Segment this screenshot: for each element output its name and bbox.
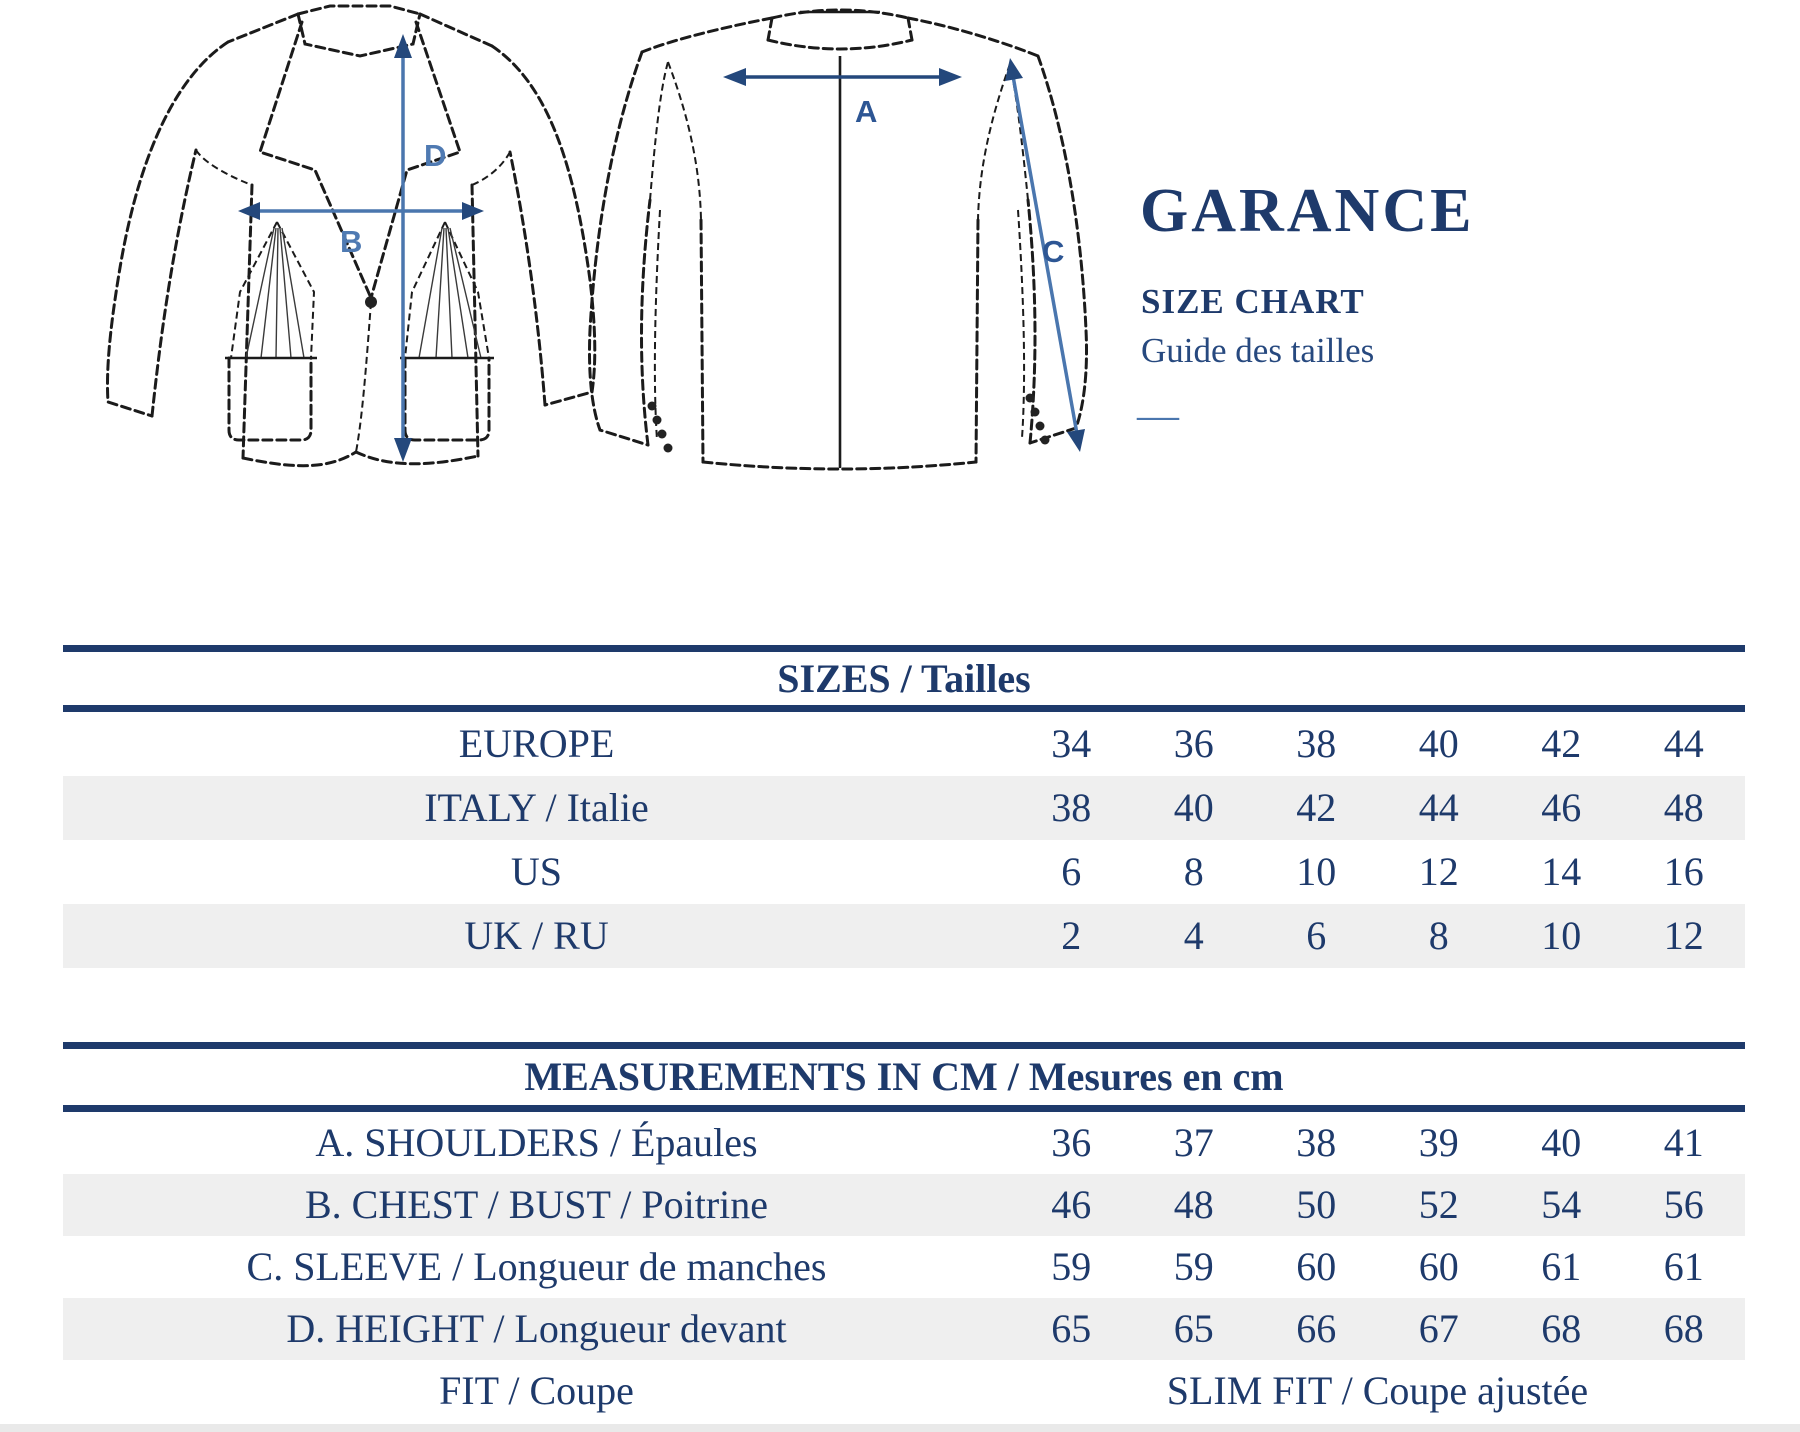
row-value: 42 xyxy=(1541,721,1582,766)
table-row xyxy=(63,1298,1745,1360)
row-value: 46 xyxy=(1541,785,1582,830)
table-row xyxy=(63,904,1745,968)
row-value: 39 xyxy=(1418,1120,1459,1165)
label-d: D xyxy=(424,138,447,173)
divider-dash: — xyxy=(1137,393,1179,439)
table-rule xyxy=(63,705,1745,712)
row-label: C. SLEEVE / Longueur de manches xyxy=(246,1244,827,1289)
left-cuff-buttons xyxy=(648,402,673,453)
row-label: D. HEIGHT / Longueur devant xyxy=(286,1306,787,1351)
row-label: UK / RU xyxy=(464,913,609,958)
fit-row xyxy=(63,1360,1745,1422)
row-value: 61 xyxy=(1663,1244,1704,1289)
row-value: 59 xyxy=(1173,1244,1214,1289)
row-value: 60 xyxy=(1418,1244,1459,1289)
row-value: 54 xyxy=(1541,1182,1582,1227)
row-label: A. SHOULDERS / Épaules xyxy=(315,1120,758,1165)
row-value: 52 xyxy=(1418,1182,1459,1227)
table-rule xyxy=(63,1105,1745,1112)
row-label: EUROPE xyxy=(458,721,615,766)
sizes-table xyxy=(63,645,1745,968)
measure-arrow-c xyxy=(1005,58,1085,452)
row-value: 44 xyxy=(1663,721,1704,766)
row-value: 14 xyxy=(1541,849,1582,894)
row-value: 16 xyxy=(1663,849,1704,894)
page-subtitle: Guide des tailles xyxy=(1141,331,1375,370)
row-value: 38 xyxy=(1296,721,1337,766)
row-value: 6 xyxy=(1306,913,1327,958)
row-value: 8 xyxy=(1428,913,1449,958)
row-label: ITALY / Italie xyxy=(424,785,649,830)
row-value: 34 xyxy=(1051,721,1092,766)
jacket-measurement-diagram xyxy=(0,0,1160,500)
label-b: B xyxy=(340,224,363,259)
row-value: 44 xyxy=(1418,785,1459,830)
label-a: A xyxy=(855,94,878,129)
row-value: 36 xyxy=(1173,721,1214,766)
row-value: 6 xyxy=(1061,849,1082,894)
row-value: 48 xyxy=(1663,785,1704,830)
measurements-table-header: MEASUREMENTS IN CM / Mesures en cm xyxy=(524,1054,1284,1099)
row-value: 41 xyxy=(1663,1120,1704,1165)
table-row xyxy=(63,1236,1745,1298)
row-value: 12 xyxy=(1663,913,1704,958)
table-row xyxy=(63,1112,1745,1174)
row-label: FIT / Coupe xyxy=(439,1368,634,1413)
row-value: 61 xyxy=(1541,1244,1582,1289)
row-value: 42 xyxy=(1296,785,1337,830)
measure-arrow-a xyxy=(723,68,962,129)
row-value: 67 xyxy=(1418,1306,1459,1351)
measurements-table xyxy=(63,1042,1745,1422)
table-row xyxy=(63,1174,1745,1236)
table-row xyxy=(63,776,1745,840)
row-value: 2 xyxy=(1061,913,1082,958)
row-value: 12 xyxy=(1418,849,1459,894)
row-value: 65 xyxy=(1051,1306,1092,1351)
table-rule xyxy=(63,1042,1745,1049)
table-row xyxy=(63,712,1745,776)
row-value: 59 xyxy=(1051,1244,1092,1289)
row-label: B. CHEST / BUST / Poitrine xyxy=(304,1182,768,1227)
sizes-table-rows xyxy=(63,712,1745,968)
row-value: 60 xyxy=(1296,1244,1337,1289)
row-value: 40 xyxy=(1173,785,1214,830)
row-value: 48 xyxy=(1173,1182,1214,1227)
row-value: 38 xyxy=(1051,785,1092,830)
row-value: 10 xyxy=(1541,913,1582,958)
bottom-edge-strip xyxy=(0,1424,1800,1432)
row-value: 10 xyxy=(1296,849,1337,894)
row-value: 40 xyxy=(1541,1120,1582,1165)
table-row xyxy=(63,840,1745,904)
row-value: 56 xyxy=(1663,1182,1704,1227)
row-value: 36 xyxy=(1051,1120,1092,1165)
sizes-table-header: SIZES / Tailles xyxy=(777,656,1031,701)
row-label: US xyxy=(510,849,563,894)
row-value: 38 xyxy=(1296,1120,1337,1165)
row-value: 37 xyxy=(1173,1120,1214,1165)
row-value: 65 xyxy=(1173,1306,1214,1351)
row-value: 40 xyxy=(1418,721,1459,766)
label-c: C xyxy=(1042,234,1065,269)
table-rule xyxy=(63,645,1745,652)
row-value: 68 xyxy=(1541,1306,1582,1351)
row-value: 66 xyxy=(1296,1306,1337,1351)
brand-title: GARANCE xyxy=(1140,177,1475,245)
row-value: 46 xyxy=(1051,1182,1092,1227)
fit-value: SLIM FIT / Coupe ajustée xyxy=(1166,1368,1589,1413)
page-title: SIZE CHART xyxy=(1141,282,1365,321)
measurements-table-rows xyxy=(63,1112,1745,1360)
row-value: 50 xyxy=(1296,1182,1337,1227)
row-value: 68 xyxy=(1663,1306,1704,1351)
row-value: 8 xyxy=(1183,849,1204,894)
front-button xyxy=(365,296,377,308)
row-value: 4 xyxy=(1183,913,1204,958)
